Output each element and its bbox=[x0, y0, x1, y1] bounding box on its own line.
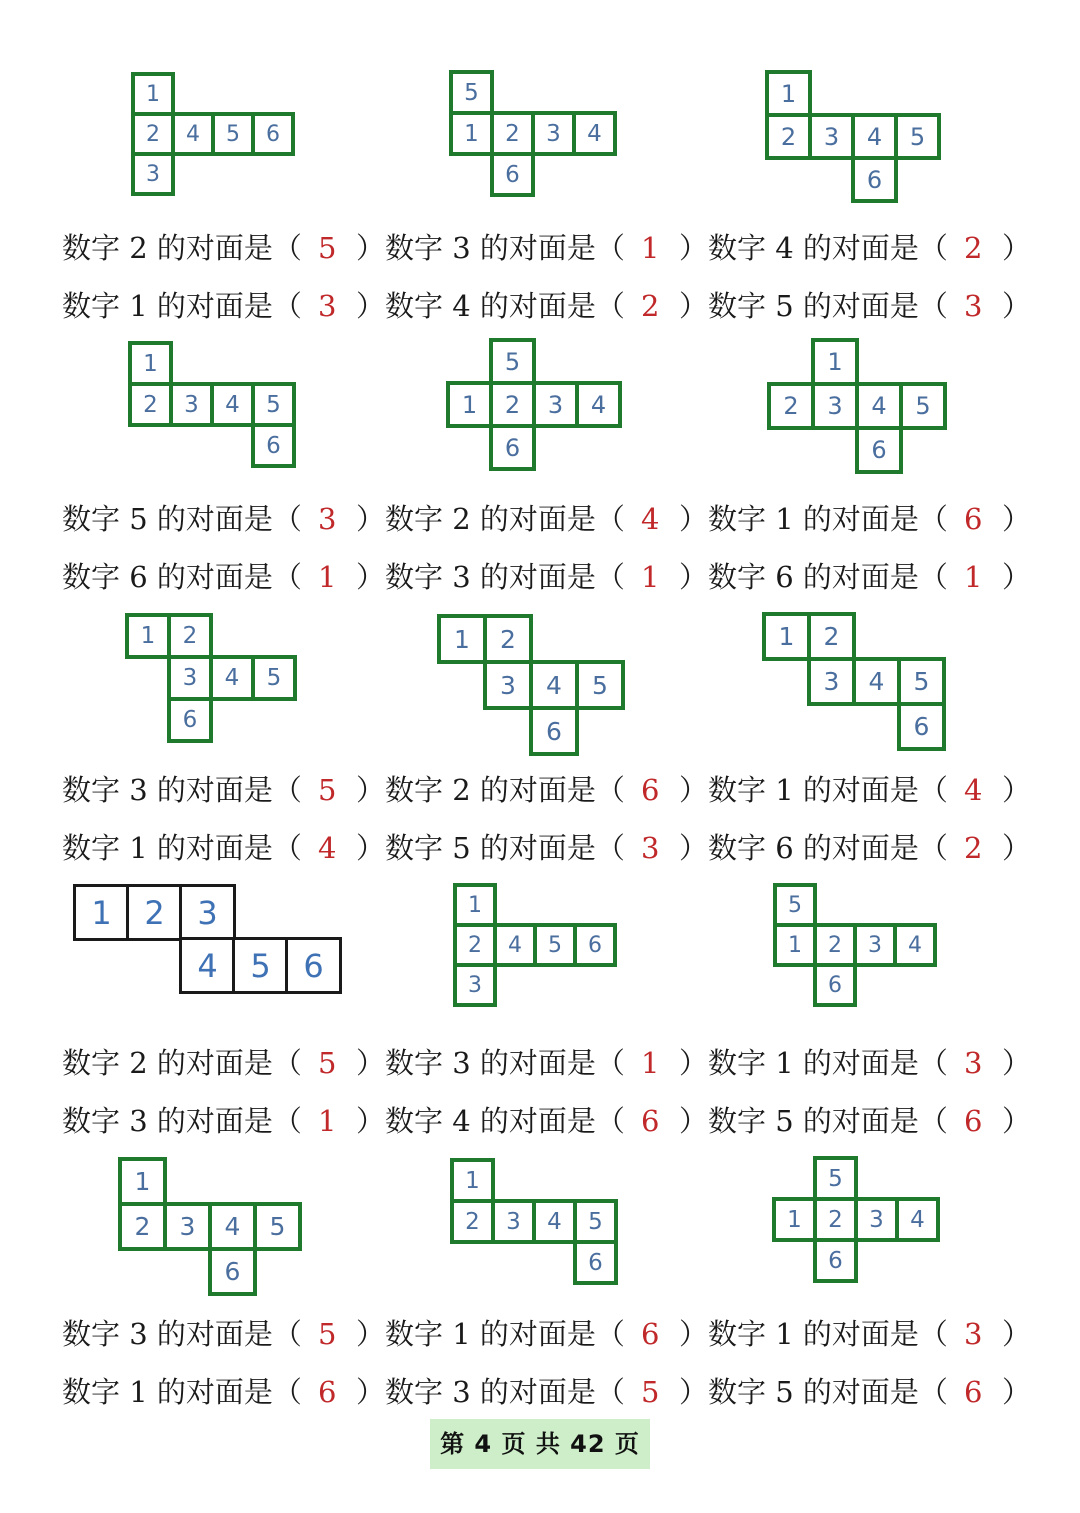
question-text: 数字 2 的对面是（ bbox=[385, 502, 625, 536]
answer-value: 2 bbox=[641, 289, 660, 323]
net-cell: 5 bbox=[251, 655, 297, 701]
net-cell: 3 bbox=[811, 382, 859, 430]
answer-value: 6 bbox=[318, 1375, 337, 1409]
net-cell: 6 bbox=[489, 424, 536, 471]
question bbox=[708, 554, 1030, 600]
question-row bbox=[62, 1098, 1032, 1144]
close-paren: ） bbox=[356, 231, 386, 265]
question-text: 数字 5 的对面是（ bbox=[708, 1375, 948, 1409]
net-cell: 5 bbox=[489, 338, 536, 385]
question-text: 数字 2 的对面是（ bbox=[385, 773, 625, 807]
net-cell: 5 bbox=[449, 70, 494, 115]
net-cell: 6 bbox=[251, 423, 296, 468]
net-cell: 6 bbox=[851, 156, 898, 203]
question-row bbox=[62, 496, 1032, 542]
net-cell: 6 bbox=[573, 923, 617, 967]
net-cell: 2 bbox=[807, 612, 856, 661]
net-cell: 1 bbox=[128, 341, 173, 386]
net-cell: 1 bbox=[118, 1157, 167, 1206]
question bbox=[62, 1040, 384, 1086]
net-cell: 2 bbox=[813, 1197, 858, 1242]
net-cell: 5 bbox=[575, 660, 625, 710]
net-cell: 1 bbox=[772, 1197, 817, 1242]
net-cell: 2 bbox=[118, 1202, 167, 1251]
answer-value: 6 bbox=[964, 502, 983, 536]
close-paren: ） bbox=[1002, 773, 1032, 807]
net-cell: 5 bbox=[573, 1199, 618, 1244]
question-text: 数字 4 的对面是（ bbox=[708, 231, 948, 265]
question bbox=[62, 283, 384, 329]
question bbox=[385, 1040, 707, 1086]
question-text: 数字 5 的对面是（ bbox=[62, 502, 302, 536]
net-cell: 4 bbox=[179, 937, 236, 994]
question-text: 数字 1 的对面是（ bbox=[385, 1317, 625, 1351]
net-cell: 6 bbox=[251, 112, 295, 156]
question-row bbox=[62, 825, 1032, 871]
net-cell: 2 bbox=[131, 112, 175, 156]
question-row bbox=[62, 225, 1032, 271]
question bbox=[385, 554, 707, 600]
answer-value: 6 bbox=[641, 1317, 660, 1351]
net-cell: 2 bbox=[450, 1199, 495, 1244]
question bbox=[708, 825, 1030, 871]
net-cell: 4 bbox=[893, 923, 937, 967]
net-cell: 3 bbox=[163, 1202, 212, 1251]
net-cell: 2 bbox=[489, 381, 536, 428]
net-cell: 6 bbox=[897, 702, 946, 751]
net-cell: 5 bbox=[773, 883, 817, 927]
close-paren: ） bbox=[356, 502, 386, 536]
close-paren: ） bbox=[1002, 1317, 1032, 1351]
answer-value: 5 bbox=[318, 1046, 337, 1080]
question bbox=[62, 1369, 384, 1415]
net-cell: 3 bbox=[807, 657, 856, 706]
net-cell: 6 bbox=[855, 426, 903, 474]
net-cell: 4 bbox=[532, 1199, 577, 1244]
question bbox=[62, 554, 384, 600]
close-paren: ） bbox=[679, 773, 709, 807]
question-text: 数字 1 的对面是（ bbox=[62, 1375, 302, 1409]
close-paren: ） bbox=[679, 1317, 709, 1351]
question-row bbox=[62, 283, 1032, 329]
net-cell: 5 bbox=[211, 112, 255, 156]
net-cell: 1 bbox=[450, 1158, 495, 1203]
net-cell: 4 bbox=[210, 382, 255, 427]
close-paren: ） bbox=[356, 1317, 386, 1351]
net-cell: 5 bbox=[897, 657, 946, 706]
question bbox=[385, 1369, 707, 1415]
answer-value: 1 bbox=[641, 231, 660, 265]
net-cell: 2 bbox=[765, 113, 812, 160]
question-text: 数字 3 的对面是（ bbox=[385, 560, 625, 594]
close-paren: ） bbox=[679, 289, 709, 323]
close-paren: ） bbox=[1002, 231, 1032, 265]
question bbox=[385, 767, 707, 813]
net-cell: 6 bbox=[529, 706, 579, 756]
net-cell: 3 bbox=[167, 655, 213, 701]
answer-value: 4 bbox=[318, 831, 337, 865]
net-cell: 3 bbox=[131, 152, 175, 196]
net-cell: 1 bbox=[811, 338, 859, 386]
close-paren: ） bbox=[679, 1104, 709, 1138]
net-cell: 3 bbox=[491, 1199, 536, 1244]
question bbox=[708, 1369, 1030, 1415]
question bbox=[385, 825, 707, 871]
close-paren: ） bbox=[1002, 1046, 1032, 1080]
answer-value: 3 bbox=[318, 289, 337, 323]
net-cell: 1 bbox=[437, 614, 487, 664]
net-cell: 3 bbox=[531, 111, 576, 156]
net-cell: 5 bbox=[894, 113, 941, 160]
net-cell: 2 bbox=[490, 111, 535, 156]
question bbox=[62, 767, 384, 813]
close-paren: ） bbox=[1002, 831, 1032, 865]
net-cell: 1 bbox=[453, 883, 497, 927]
question bbox=[62, 1098, 384, 1144]
net-cell: 2 bbox=[813, 923, 857, 967]
question-text: 数字 1 的对面是（ bbox=[708, 1046, 948, 1080]
close-paren: ） bbox=[356, 1046, 386, 1080]
close-paren: ） bbox=[356, 773, 386, 807]
answer-value: 3 bbox=[964, 1046, 983, 1080]
question bbox=[708, 283, 1030, 329]
net-cell: 2 bbox=[128, 382, 173, 427]
question-text: 数字 1 的对面是（ bbox=[708, 1317, 948, 1351]
question-text: 数字 5 的对面是（ bbox=[708, 289, 948, 323]
net-cell: 2 bbox=[167, 613, 213, 659]
question bbox=[708, 496, 1030, 542]
net-cell: 5 bbox=[253, 1202, 302, 1251]
question bbox=[385, 225, 707, 271]
net-cell: 3 bbox=[854, 1197, 899, 1242]
net-cell: 2 bbox=[483, 614, 533, 664]
net-cell: 3 bbox=[179, 884, 236, 941]
question-text: 数字 1 的对面是（ bbox=[708, 773, 948, 807]
net-cell: 6 bbox=[285, 937, 342, 994]
question bbox=[62, 825, 384, 871]
question-text: 数字 3 的对面是（ bbox=[385, 231, 625, 265]
net-cell: 2 bbox=[767, 382, 815, 430]
close-paren: ） bbox=[356, 1375, 386, 1409]
net-cell: 4 bbox=[493, 923, 537, 967]
net-cell: 4 bbox=[529, 660, 579, 710]
question bbox=[708, 1040, 1030, 1086]
question bbox=[708, 767, 1030, 813]
question-row bbox=[62, 767, 1032, 813]
net-cell: 3 bbox=[483, 660, 533, 710]
question-text: 数字 4 的对面是（ bbox=[385, 1104, 625, 1138]
answer-value: 2 bbox=[964, 831, 983, 865]
net-cell: 4 bbox=[895, 1197, 940, 1242]
net-cell: 1 bbox=[773, 923, 817, 967]
close-paren: ） bbox=[679, 1375, 709, 1409]
answer-value: 1 bbox=[318, 560, 337, 594]
net-cell: 1 bbox=[762, 612, 811, 661]
question-text: 数字 2 的对面是（ bbox=[62, 1046, 302, 1080]
close-paren: ） bbox=[679, 831, 709, 865]
net-cell: 1 bbox=[449, 111, 494, 156]
question-text: 数字 1 的对面是（ bbox=[708, 502, 948, 536]
close-paren: ） bbox=[356, 831, 386, 865]
net-cell: 4 bbox=[572, 111, 617, 156]
net-cell: 4 bbox=[851, 113, 898, 160]
question bbox=[708, 1311, 1030, 1357]
close-paren: ） bbox=[1002, 1104, 1032, 1138]
question-row bbox=[62, 1040, 1032, 1086]
net-cell: 4 bbox=[209, 655, 255, 701]
net-cell: 6 bbox=[208, 1247, 257, 1296]
question-row bbox=[62, 554, 1032, 600]
answer-value: 2 bbox=[964, 231, 983, 265]
answer-value: 4 bbox=[964, 773, 983, 807]
question bbox=[385, 283, 707, 329]
question bbox=[708, 225, 1030, 271]
net-cell: 1 bbox=[73, 884, 130, 941]
answer-value: 3 bbox=[318, 502, 337, 536]
net-cell: 4 bbox=[852, 657, 901, 706]
question-text: 数字 1 的对面是（ bbox=[62, 831, 302, 865]
question bbox=[385, 496, 707, 542]
net-cell: 3 bbox=[853, 923, 897, 967]
net-cell: 3 bbox=[808, 113, 855, 160]
question-text: 数字 2 的对面是（ bbox=[62, 231, 302, 265]
net-cell: 1 bbox=[765, 70, 812, 117]
net-cell: 6 bbox=[490, 152, 535, 197]
answer-value: 3 bbox=[964, 289, 983, 323]
close-paren: ） bbox=[679, 1046, 709, 1080]
question bbox=[708, 1098, 1030, 1144]
answer-value: 6 bbox=[641, 1104, 660, 1138]
question-row bbox=[62, 1369, 1032, 1415]
net-cell: 3 bbox=[169, 382, 214, 427]
net-cell: 4 bbox=[855, 382, 903, 430]
net-cell: 2 bbox=[126, 884, 183, 941]
net-cell: 4 bbox=[208, 1202, 257, 1251]
question-text: 数字 3 的对面是（ bbox=[62, 773, 302, 807]
answer-value: 3 bbox=[641, 831, 660, 865]
question bbox=[62, 496, 384, 542]
answer-value: 6 bbox=[964, 1375, 983, 1409]
close-paren: ） bbox=[1002, 560, 1032, 594]
question-text: 数字 3 的对面是（ bbox=[385, 1046, 625, 1080]
net-cell: 1 bbox=[131, 72, 175, 116]
answer-value: 5 bbox=[641, 1375, 660, 1409]
net-cell: 6 bbox=[167, 697, 213, 743]
answer-value: 1 bbox=[641, 560, 660, 594]
net-cell: 1 bbox=[446, 381, 493, 428]
net-cell: 5 bbox=[899, 382, 947, 430]
question-text: 数字 1 的对面是（ bbox=[62, 289, 302, 323]
close-paren: ） bbox=[679, 560, 709, 594]
close-paren: ） bbox=[356, 289, 386, 323]
net-cell: 3 bbox=[453, 963, 497, 1007]
net-cell: 6 bbox=[573, 1240, 618, 1285]
close-paren: ） bbox=[356, 560, 386, 594]
answer-value: 5 bbox=[318, 773, 337, 807]
question-row bbox=[62, 1311, 1032, 1357]
net-cell: 1 bbox=[125, 613, 171, 659]
net-cell: 2 bbox=[453, 923, 497, 967]
close-paren: ） bbox=[356, 1104, 386, 1138]
net-cell: 5 bbox=[813, 1156, 858, 1201]
answer-value: 4 bbox=[641, 502, 660, 536]
close-paren: ） bbox=[679, 231, 709, 265]
question-text: 数字 3 的对面是（ bbox=[62, 1317, 302, 1351]
net-cell: 4 bbox=[171, 112, 215, 156]
net-cell: 6 bbox=[813, 963, 857, 1007]
close-paren: ） bbox=[1002, 289, 1032, 323]
question-text: 数字 4 的对面是（ bbox=[385, 289, 625, 323]
answer-value: 1 bbox=[641, 1046, 660, 1080]
answer-value: 5 bbox=[318, 231, 337, 265]
answer-value: 3 bbox=[964, 1317, 983, 1351]
question bbox=[385, 1311, 707, 1357]
close-paren: ） bbox=[679, 502, 709, 536]
answer-value: 1 bbox=[964, 560, 983, 594]
page-footer: 第 4 页 共 42 页 bbox=[430, 1419, 650, 1469]
answer-value: 5 bbox=[318, 1317, 337, 1351]
question-text: 数字 3 的对面是（ bbox=[385, 1375, 625, 1409]
answer-value: 6 bbox=[964, 1104, 983, 1138]
net-cell: 3 bbox=[532, 381, 579, 428]
answer-value: 6 bbox=[641, 773, 660, 807]
net-cell: 5 bbox=[251, 382, 296, 427]
answer-value: 1 bbox=[318, 1104, 337, 1138]
question bbox=[385, 1098, 707, 1144]
question bbox=[62, 1311, 384, 1357]
question-text: 数字 6 的对面是（ bbox=[62, 560, 302, 594]
net-cell: 5 bbox=[533, 923, 577, 967]
question-text: 数字 5 的对面是（ bbox=[385, 831, 625, 865]
question-text: 数字 5 的对面是（ bbox=[708, 1104, 948, 1138]
question-text: 数字 6 的对面是（ bbox=[708, 831, 948, 865]
close-paren: ） bbox=[1002, 1375, 1032, 1409]
net-cell: 5 bbox=[232, 937, 289, 994]
net-cell: 4 bbox=[575, 381, 622, 428]
question bbox=[62, 225, 384, 271]
net-cell: 6 bbox=[813, 1238, 858, 1283]
question-text: 数字 6 的对面是（ bbox=[708, 560, 948, 594]
close-paren: ） bbox=[1002, 502, 1032, 536]
question-text: 数字 3 的对面是（ bbox=[62, 1104, 302, 1138]
